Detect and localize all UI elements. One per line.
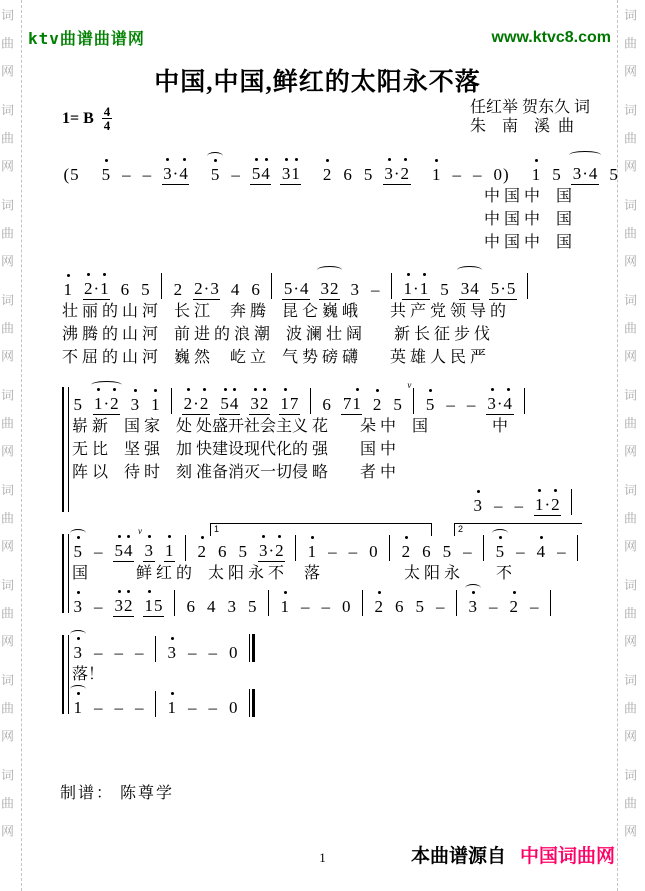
note-group: 3 [166, 643, 178, 663]
watermark-char: 曲 [1, 226, 15, 241]
octave-dot [254, 388, 257, 391]
note-group: 1 [150, 395, 162, 415]
note-group: 2 [321, 165, 333, 185]
octave-dot [224, 388, 227, 391]
note-group: 1 5 [143, 596, 164, 617]
octave-dot [388, 158, 391, 161]
barline [413, 388, 414, 414]
octave-dot [265, 158, 268, 161]
watermark-char: 网 [624, 729, 638, 744]
note-group: 3 2 [113, 596, 134, 617]
song-title: 中国,中国,鲜红的太阳永不落 [154, 69, 481, 96]
octave-dot [491, 388, 494, 391]
lyrics-row: 中 国 中 国 [484, 211, 573, 228]
note-group: 1 [72, 698, 84, 718]
watermark-column-left [1, 0, 19, 891]
music-system [62, 153, 618, 254]
note-group: 3 ·2 [258, 541, 286, 562]
note-group: – [94, 698, 103, 717]
barline [456, 590, 457, 616]
slur-arc [70, 630, 86, 638]
note-group: 3 [72, 597, 84, 617]
note-group: 5 [442, 542, 452, 561]
watermark-char: 网 [1, 824, 15, 839]
lyrics-row: 中 国 中 国 [484, 234, 573, 251]
note-group: 32 [319, 279, 340, 300]
watermark-char: 曲 [624, 701, 638, 716]
note-group: 3 ·2 [383, 164, 411, 185]
note-group: – [94, 542, 103, 561]
watermark-char: 词 [1, 673, 15, 688]
barline [174, 590, 175, 616]
octave-dot [423, 273, 426, 276]
note-group: 2 [373, 597, 385, 617]
octave-dot [295, 158, 298, 161]
barline [389, 535, 390, 561]
note-group: 2 [400, 542, 412, 562]
note-group: 5 [363, 165, 373, 184]
watermark-char: 曲 [1, 511, 15, 526]
notes-row [72, 380, 618, 415]
composer: 朱 南 溪 曲 [469, 118, 574, 135]
note-group: – [135, 698, 144, 717]
octave-dot [134, 389, 137, 392]
slur-arc [569, 151, 601, 159]
note-group: – [142, 165, 152, 184]
lyricists: 任红举 贺东久 词 [469, 99, 590, 116]
note-group: 2 [508, 597, 520, 617]
watermark-char: 网 [624, 634, 638, 649]
octave-dot [203, 388, 206, 391]
barline [483, 535, 484, 561]
barline [362, 590, 363, 616]
note-group: – [301, 597, 310, 616]
octave-dot [127, 535, 130, 538]
note-group: 5 4 [219, 394, 240, 415]
note-group: 6 [395, 597, 404, 616]
slur-arc [70, 685, 86, 693]
slur-arc [465, 584, 481, 592]
octave-dot [540, 536, 543, 539]
note-group: – [94, 597, 103, 616]
note-group: – [188, 643, 197, 662]
watermark-char: 曲 [624, 606, 638, 621]
octave-dot [284, 388, 287, 391]
octave-dot [535, 159, 538, 162]
octave-dot [507, 388, 510, 391]
lyrics-row: 沸 腾 的 山 河 前 进 的 浪 潮 波 澜 壮 阔 新 长 征 步 伐 [62, 326, 491, 343]
lyrics-row: 不 屈 的 山 河 巍 然 屹 立 气 势 磅 礴 英 雄 人 民 严 [62, 349, 487, 366]
key-signature [62, 106, 112, 131]
octave-dot [171, 637, 174, 640]
watermark-char: 网 [1, 444, 15, 459]
note-group: 5 [73, 395, 82, 414]
note-group: 3 2 [249, 394, 270, 415]
watermark-char: 曲 [624, 226, 638, 241]
watermark-char: 词 [1, 578, 15, 593]
lyrics-row: 崭 新 国 家 处 处盛开社会主义 花 朵 中 国 中 [72, 418, 509, 435]
key-label: 1= B [62, 109, 94, 127]
octave-dot [407, 273, 410, 276]
lyrics-row: 国 鲜 红 的 太 阳 永 不 落 太 阳 永 不 [72, 565, 513, 582]
source-prefix: 本曲谱源自 [410, 846, 506, 867]
barline [550, 590, 551, 616]
credits [470, 98, 590, 136]
watermark-char: 网 [1, 159, 15, 174]
barline [271, 273, 272, 299]
note-group: 2 [173, 280, 183, 299]
watermark-char: 网 [624, 349, 638, 364]
watermark-char: 网 [624, 254, 638, 269]
octave-dot [554, 489, 557, 492]
slur-arc [317, 266, 342, 274]
note-group: 2 ·1 [83, 279, 111, 300]
note-group: 5 [248, 597, 257, 616]
watermark-char: 词 [624, 198, 638, 213]
note-group: 5 [494, 542, 506, 562]
note-group: 5 [72, 542, 84, 562]
watermark-char: 词 [1, 388, 15, 403]
notes-row [72, 631, 618, 663]
music-system [62, 268, 618, 369]
note-group: 5·5 [490, 279, 516, 298]
final-barline [249, 689, 255, 717]
note-group: – [466, 395, 476, 414]
barline [161, 273, 162, 299]
note-group: 3·4 [571, 164, 599, 185]
barline [171, 388, 172, 414]
note-group: – [122, 165, 131, 184]
barline [571, 489, 572, 515]
note-group: 1 7 [279, 394, 300, 415]
watermark-char: 网 [624, 539, 638, 554]
lyrics-row: 中 国 中 国 [484, 188, 573, 205]
octave-dot [378, 591, 381, 594]
note-group: 3 [467, 597, 479, 617]
score-area [62, 153, 618, 732]
note-group: – [231, 165, 240, 184]
watermark-char: 网 [1, 349, 15, 364]
note-group: 1 [279, 597, 291, 617]
note-group: 1 [164, 541, 176, 562]
meter-denominator: 4 [103, 118, 111, 133]
source-site-link[interactable]: 中国词曲网 [519, 846, 615, 867]
watermark-char: 词 [624, 578, 638, 593]
note-group: – [208, 643, 217, 662]
note-group: 2 ·2 [182, 394, 210, 415]
note-group: 4 [535, 542, 547, 562]
note-group: 4 [207, 597, 216, 616]
barline [155, 691, 156, 717]
note-group: – [321, 597, 330, 616]
watermark-char: 曲 [1, 701, 15, 716]
watermark-char: 曲 [624, 131, 638, 146]
note-group: 1 [431, 165, 443, 185]
barline [310, 388, 311, 414]
watermark-char: 曲 [1, 606, 15, 621]
note-group: 5 [609, 165, 618, 184]
octave-dot [148, 590, 151, 593]
note-group: 3 [72, 643, 84, 663]
notes-row [62, 153, 618, 185]
watermark-char: 词 [624, 673, 638, 688]
note-group: 34 [459, 279, 480, 300]
note-group: 5 v [393, 380, 412, 414]
watermark-char: 词 [1, 8, 15, 23]
note-group: – [494, 496, 503, 515]
note-group: 3 [472, 496, 484, 516]
watermark-char: 曲 [1, 416, 15, 431]
watermark-char: 曲 [624, 416, 638, 431]
source-line [411, 841, 615, 868]
watermark-char: 词 [624, 8, 638, 23]
note-group: 3 [350, 280, 360, 299]
octave-dot [513, 591, 516, 594]
watermark-char: 网 [1, 539, 15, 554]
barline [577, 535, 578, 561]
music-system [62, 631, 618, 718]
octave-dot [356, 388, 359, 391]
barline [185, 535, 186, 561]
octave-dot [166, 158, 169, 161]
barline [155, 636, 156, 662]
octave-dot [429, 389, 432, 392]
octave-dot [201, 536, 204, 539]
note-group: 1 [62, 280, 74, 300]
note-group: 5 [440, 280, 449, 299]
slur-arc [207, 152, 223, 160]
note-group: 6 [186, 597, 195, 616]
octave-dot [404, 158, 407, 161]
note-group: 3 ·4 [486, 394, 514, 415]
octave-dot [168, 535, 171, 538]
barline [268, 590, 269, 616]
note-group: 1 [306, 542, 318, 562]
octave-dot [255, 158, 258, 161]
note-group: 6 [120, 280, 130, 299]
notes-row [72, 686, 618, 718]
octave-dot [311, 536, 314, 539]
note-group: 6 [322, 395, 331, 414]
engraver-credit: 制谱： 陈尊学 [60, 785, 175, 802]
barline [524, 388, 525, 414]
notes-row [62, 268, 618, 300]
watermark-char: 词 [1, 293, 15, 308]
octave-dot [376, 389, 379, 392]
note-group: 2·3 [194, 279, 219, 298]
octave-dot [154, 389, 157, 392]
watermark-char: 网 [624, 824, 638, 839]
watermark-char: 曲 [624, 321, 638, 336]
note-group: 1 ·2 [534, 495, 562, 516]
watermark-column-right [624, 0, 642, 891]
note-group: 1 ·1 [402, 279, 430, 300]
time-signature [102, 106, 113, 131]
octave-dot [103, 273, 106, 276]
slur-arc [457, 266, 482, 274]
note-group: – [530, 597, 539, 616]
note-group: 0 [229, 698, 238, 717]
note-group: 3 [143, 541, 155, 562]
notes-row [472, 484, 618, 516]
note-group: – [436, 597, 445, 616]
note-group: – [514, 496, 523, 515]
octave-dot [171, 692, 174, 695]
octave-dot [118, 535, 121, 538]
barline [527, 273, 528, 299]
octave-dot [118, 590, 121, 593]
note-group: – [516, 542, 525, 561]
note-group: 0 [229, 643, 238, 662]
watermark-char: 词 [624, 483, 638, 498]
watermark-char: 词 [624, 103, 638, 118]
octave-dot [405, 536, 408, 539]
octave-dot [284, 591, 287, 594]
note-group: – [114, 643, 123, 662]
note-group: 5 [415, 597, 424, 616]
watermark-char: 网 [1, 729, 15, 744]
breath-mark: v [407, 380, 412, 390]
watermark-char: 网 [624, 444, 638, 459]
octave-dot [105, 159, 108, 162]
slur-arc [70, 529, 86, 537]
watermark-char: 词 [1, 768, 15, 783]
watermark-char: 网 [1, 254, 15, 269]
site-url-link[interactable]: www.ktvc8.com [491, 29, 611, 46]
note-group: 3 [227, 597, 236, 616]
note-group: 6 [251, 280, 260, 299]
octave-dot [87, 273, 90, 276]
watermark-char: 词 [624, 768, 638, 783]
note-group: 5 [552, 165, 561, 184]
note-group: (5 [63, 165, 79, 184]
octave-dot [538, 489, 541, 492]
breath-mark: v [138, 526, 142, 536]
octave-dot [127, 590, 130, 593]
watermark-char: 曲 [624, 796, 638, 811]
octave-dot [187, 388, 190, 391]
note-group: – [489, 597, 498, 616]
note-group: 0 [369, 542, 378, 561]
note-group: 0 [342, 597, 351, 616]
octave-dot [435, 159, 438, 162]
barline [391, 273, 392, 299]
slur-arc [91, 381, 123, 389]
note-group: – [114, 698, 123, 717]
lyrics-row: 壮 丽 的 山 河 长 江 奔 腾 昆 仑 巍 峨 共 产 党 领 导 的 [62, 303, 507, 320]
left-dashed-rule [21, 0, 22, 891]
note-group: 71 [341, 394, 362, 415]
music-system [62, 524, 618, 617]
note-group: – [348, 542, 358, 561]
octave-dot [67, 274, 70, 277]
note-group: 1 ·2 [93, 394, 121, 415]
final-barline [249, 634, 255, 662]
volta-bracket: 2 [454, 523, 582, 536]
note-group: 1 [530, 165, 542, 185]
note-group: 5 [238, 542, 247, 561]
octave-dot [285, 158, 288, 161]
watermark-char: 网 [1, 64, 15, 79]
note-group: – [188, 698, 197, 717]
note-group: – [557, 542, 566, 561]
note-group: – [452, 165, 462, 184]
note-group: 6 [218, 542, 227, 561]
note-group: 6 [422, 542, 431, 561]
note-group: – [94, 643, 103, 662]
note-group: – [371, 280, 380, 299]
watermark-char: 词 [1, 198, 15, 213]
note-group: 5·4 [283, 279, 309, 298]
watermark-char: 词 [1, 483, 15, 498]
note-group: 5 [141, 280, 150, 299]
watermark-char: 网 [624, 64, 638, 79]
site-logo[interactable]: ktv曲谱曲谱网 [28, 29, 145, 48]
watermark-char: 词 [624, 388, 638, 403]
note-group: 5 [209, 165, 221, 185]
note-group: 5 4 v [114, 526, 142, 560]
note-group: 3 [129, 395, 141, 415]
lyrics-row: 落！ [72, 666, 105, 683]
note-group: 2 [371, 395, 383, 415]
octave-dot [233, 388, 236, 391]
watermark-char: 曲 [1, 796, 15, 811]
note-group: – [328, 542, 337, 561]
note-group: 5 4 [250, 164, 271, 185]
lyrics-row: 无 比 坚 强 加 快建设现代化的 强 国 中 [72, 441, 397, 458]
meter-numerator: 4 [103, 104, 111, 119]
note-group: 4 [230, 280, 240, 299]
note-group: 5 [424, 395, 436, 415]
watermark-char: 词 [624, 293, 638, 308]
note-group: – [135, 643, 144, 662]
note-group: 3 ·4 [162, 164, 190, 185]
note-group: – [208, 698, 217, 717]
note-group: 2 [196, 542, 208, 562]
octave-dot [326, 159, 329, 162]
watermark-char: 曲 [1, 321, 15, 336]
page-number: 1 [319, 850, 326, 865]
watermark-char: 曲 [624, 511, 638, 526]
watermark-char: 网 [1, 634, 15, 649]
barline [295, 535, 296, 561]
volta-bracket: 1 [210, 523, 432, 536]
octave-dot [477, 490, 480, 493]
octave-dot [77, 591, 80, 594]
note-group: 6 [343, 165, 352, 184]
lyrics-row: 阵 以 待 时 刻 准备消灭一切侵 略 者 中 [72, 464, 397, 481]
watermark-char: 网 [624, 159, 638, 174]
note-group: – [463, 542, 472, 561]
note-group: – [446, 395, 455, 414]
watermark-char: 曲 [624, 36, 638, 51]
note-group: 5 [100, 165, 112, 185]
note-group: – [473, 165, 482, 184]
watermark-char: 词 [1, 103, 15, 118]
watermark-char: 曲 [1, 36, 15, 51]
notes-row [72, 585, 618, 617]
note-group: 3 1 [280, 164, 301, 185]
octave-dot [263, 388, 266, 391]
octave-dot [183, 158, 186, 161]
octave-dot [148, 535, 151, 538]
music-system [62, 380, 618, 516]
note-group: 1 [166, 698, 178, 718]
note-group: 0) [493, 165, 509, 184]
watermark-char: 曲 [1, 131, 15, 146]
